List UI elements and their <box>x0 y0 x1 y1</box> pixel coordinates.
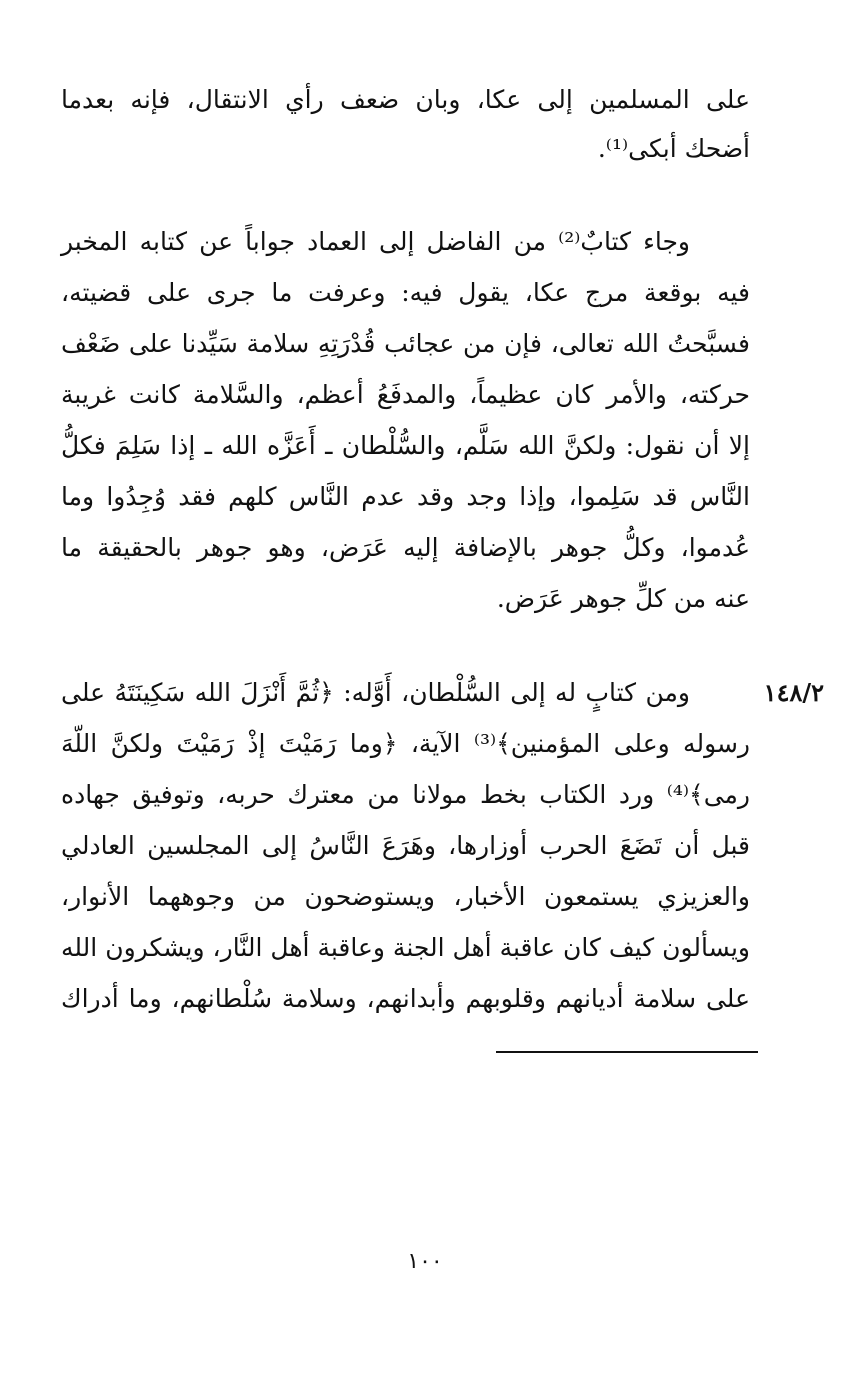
text-line: عنه من كلِّ جوهر عَرَض. <box>496 584 750 613</box>
text-line: على سلامة أديانهم وقلوبهم وأبدانهم، وسلامة سُلْطانهم، وما أدراك <box>61 984 750 1013</box>
text-line: على المسلمين إلى عكا، وبان ضعف رأي الانتقال، فإنه بعدما <box>61 85 750 114</box>
text-line: وجاء كتابٌ⁽²⁾ من الفاضل إلى العماد جواباً عن كتابه المخبر <box>61 227 690 256</box>
text-line: والعزيزي يستمعون الأخبار، ويستوضحون من وجوههما الأنوار، <box>61 882 750 911</box>
text-line: النَّاس قد سَلِموا، وإذا وجد وقد عدم النَّاس كلهم فقد وُجِدُوا وما <box>61 482 751 511</box>
text-line: ومن كتابٍ له إلى السُّلْطان، أَوَّله: ﴿ثُمَّ أَنْزَلَ الله سَكِينَتَهُ على <box>61 678 690 707</box>
text-line: إلا أن نقول: ولكنَّ الله سَلَّم، والسُّلْطان ـ أَعَزَّه الله ـ إذا سَلِمَ فكلُّ <box>61 431 750 460</box>
text-line: فسبَّحتُ الله تعالى، فإن من عجائب قُدْرَتِهِ سلامة سَيِّدنا على ضَعْف <box>61 329 750 358</box>
margin-reference: ١٤٨/٢ <box>763 678 824 707</box>
text-line: رسوله وعلى المؤمنين﴾⁽³⁾ الآية، ﴿وما رَمَيْتَ إذْ رَمَيْتَ ولكنَّ اللّهَ <box>61 729 751 758</box>
text-line: فيه بوقعة مرج عكا، يقول فيه: وعرفت ما جرى على قضيته، <box>61 278 750 307</box>
text-line: حركته، والأمر كان عظيماً، والمدفَعُ أعظم، والسَّلامة كانت غريبة <box>61 380 750 409</box>
text-line: قبل أن تَضَعَ الحرب أوزارها، وهَرَعَ النَّاسُ إلى المجلسين العادلي <box>61 831 750 860</box>
text-line: رمى﴾⁽⁴⁾ ورد الكتاب بخط مولانا من معترك حربه، وتوفيق جهاده <box>61 780 750 809</box>
footnote-divider <box>496 1051 758 1053</box>
text-line: ويسألون كيف كان عاقبة أهل الجنة وعاقبة أهل النَّار، ويشكرون الله <box>61 933 750 962</box>
text-line: عُدموا، وكلُّ جوهر بالإضافة إليه عَرَض، وهو جوهر بالحقيقة ما <box>61 533 750 562</box>
text-line: أضحك أبكى⁽¹⁾. <box>597 134 750 163</box>
page-number: ١٠٠ <box>407 1249 443 1274</box>
